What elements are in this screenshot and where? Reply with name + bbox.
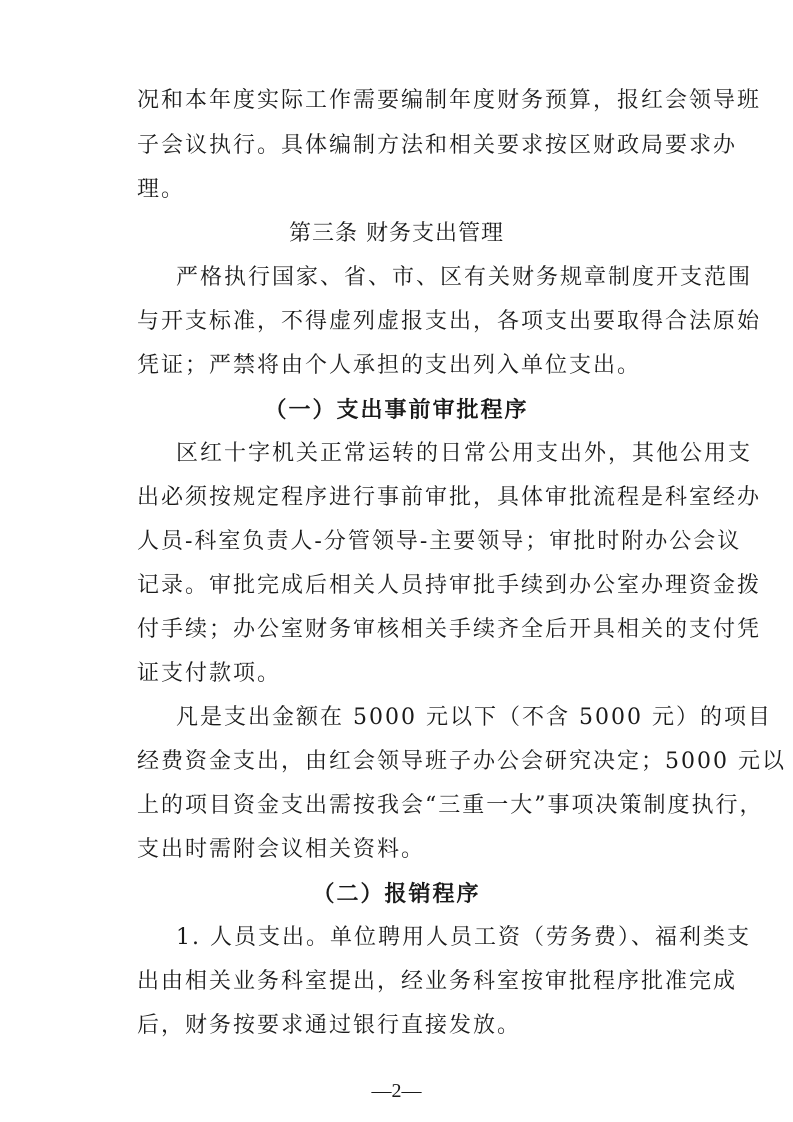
paragraph-line: 理。 [137,177,186,202]
paragraph-line: 记录。审批完成后相关人员持审批手续到办公室办理资金拨 [137,573,762,598]
article-heading: 第三条 财务支出管理 [289,221,504,246]
paragraph-line: 子会议执行。具体编制方法和相关要求按区财政局要求办 [137,133,738,158]
paragraph-line: 出必须按规定程序进行事前审批，具体审批流程是科室经办 [137,485,762,510]
paragraph-line: 出由相关业务科室提出，经业务科室按审批程序批准完成 [137,969,738,994]
paragraph-line: 经费资金支出，由红会领导班子办公会研究决定；5000 元以 [137,749,786,774]
paragraph-line: 况和本年度实际工作需要编制年度财务预算，报红会领导班 [137,88,762,113]
section-heading: （一）支出事前审批程序 [264,397,529,423]
paragraph-line: 与开支标准，不得虚列虚报支出，各项支出要取得合法原始 [137,309,762,334]
paragraph-line: 人员-科室负责人-分管领导-主要领导；审批时附办公会议 [137,529,742,554]
paragraph-line: 凭证；严禁将由个人承担的支出列入单位支出。 [137,353,642,378]
paragraph-line: 严格执行国家、省、市、区有关财务规章制度开支范围 [176,265,753,290]
section-heading: （二）报销程序 [312,881,481,907]
page-number: —2— [371,1080,422,1102]
paragraph-line: 凡是支出金额在 5000 元以下（不含 5000 元）的项目 [176,705,772,730]
paragraph-line: 支出时需附会议相关资料。 [137,837,426,862]
paragraph-line: 证支付款项。 [137,661,282,686]
paragraph-line: 后，财务按要求通过银行直接发放。 [137,1013,522,1038]
paragraph-line: 1. 人员支出。单位聘用人员工资（劳务费）、福利类支 [176,925,751,950]
paragraph-line: 上的项目资金支出需按我会“三重一大”事项决策制度执行， [137,793,764,818]
paragraph-line: 付手续；办公室财务审核相关手续齐全后开具相关的支付凭 [137,617,762,642]
paragraph-line: 区红十字机关正常运转的日常公用支出外，其他公用支 [176,441,753,466]
